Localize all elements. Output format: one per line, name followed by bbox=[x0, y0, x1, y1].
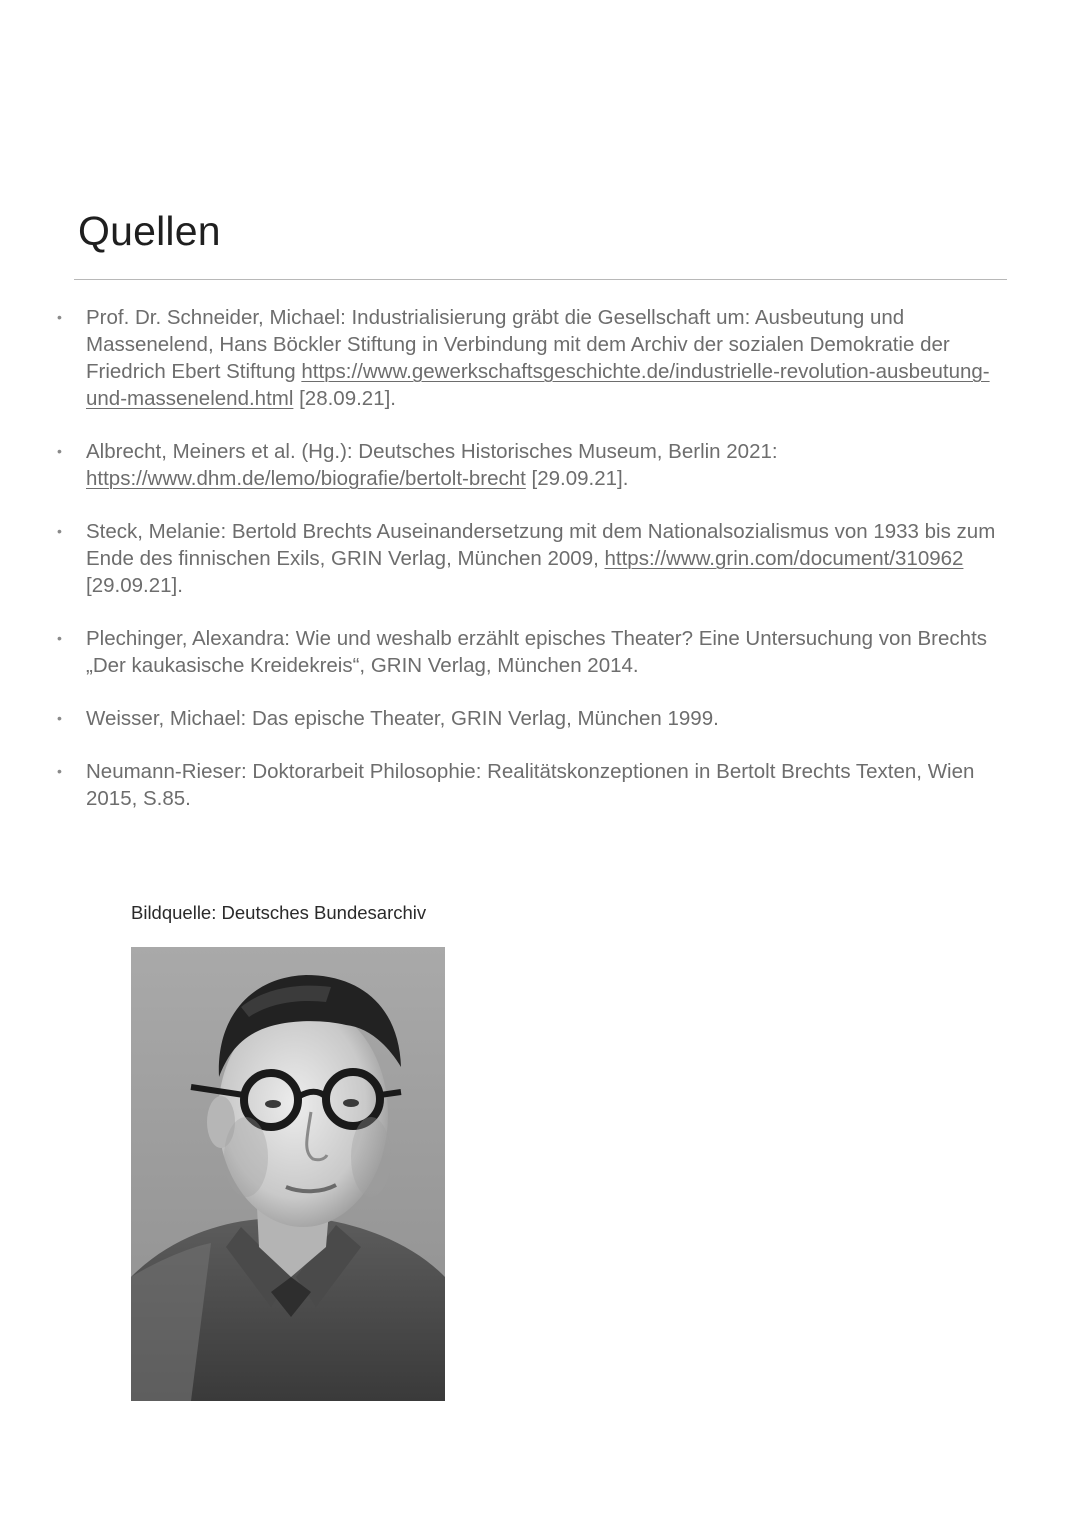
source-text: Plechinger, Alexandra: Wie und weshalb erzählt episches Theater? Eine Untersuchung von Brechts „Der kaukasische Kreidekreis“, GRIN Verlag, München 2014. bbox=[86, 627, 988, 677]
source-link[interactable]: https://www.grin.com/document/310962 bbox=[604, 547, 964, 570]
bullet-icon: • bbox=[57, 443, 62, 459]
portrait-illustration bbox=[131, 947, 445, 1401]
source-item bbox=[56, 705, 996, 732]
source-item bbox=[56, 758, 996, 812]
image-caption: Bildquelle: Deutsches Bundesarchiv bbox=[131, 902, 427, 923]
source-text: Prof. Dr. Schneider, Michael: Industrialisierung gräbt die Gesellschaft um: Ausbeutung und Massenelend, Hans Böckler Stiftung in Verbindung mit dem Archiv der sozialen Demokratie der Friedrich Ebert Stiftung bbox=[86, 306, 950, 383]
title-divider bbox=[74, 279, 1007, 280]
source-text: Neumann-Rieser: Doktorarbeit Philosophie: Realitätskonzeptionen in Bertolt Brechts Texten, Wien 2015, S.85. bbox=[86, 760, 975, 810]
source-access-date: [29.09.21]. bbox=[525, 467, 629, 490]
source-text: Albrecht, Meiners et al. (Hg.): Deutsches Historisches Museum, Berlin 2021: bbox=[86, 440, 778, 463]
source-item bbox=[56, 625, 996, 679]
source-text: Weisser, Michael: Das epische Theater, GRIN Verlag, München 1999. bbox=[86, 707, 719, 730]
source-list bbox=[56, 304, 996, 838]
source-text: Steck, Melanie: Bertold Brechts Auseinandersetzung mit dem Nationalsozialismus von 1933 bis zum Ende des finnischen Exils, GRIN Verlag, München 2009, bbox=[86, 520, 996, 570]
source-access-date: [28.09.21]. bbox=[293, 387, 396, 410]
page-title: Quellen bbox=[78, 208, 221, 254]
source-item bbox=[56, 518, 996, 599]
source-access-date: [29.09.21]. bbox=[86, 574, 183, 597]
bullet-icon: • bbox=[57, 523, 62, 539]
portrait-photo bbox=[131, 947, 445, 1401]
bullet-icon: • bbox=[57, 763, 62, 779]
source-link[interactable]: https://www.gewerkschaftsgeschichte.de/industrielle-revolution-ausbeutung-und-massenelend.html bbox=[86, 360, 990, 410]
bullet-icon: • bbox=[57, 630, 62, 646]
source-link[interactable]: https://www.dhm.de/lemo/biografie/bertolt-brecht bbox=[86, 467, 526, 490]
source-item bbox=[56, 304, 996, 412]
source-item bbox=[56, 438, 996, 492]
bullet-icon: • bbox=[57, 710, 62, 726]
bullet-icon: • bbox=[57, 309, 62, 325]
